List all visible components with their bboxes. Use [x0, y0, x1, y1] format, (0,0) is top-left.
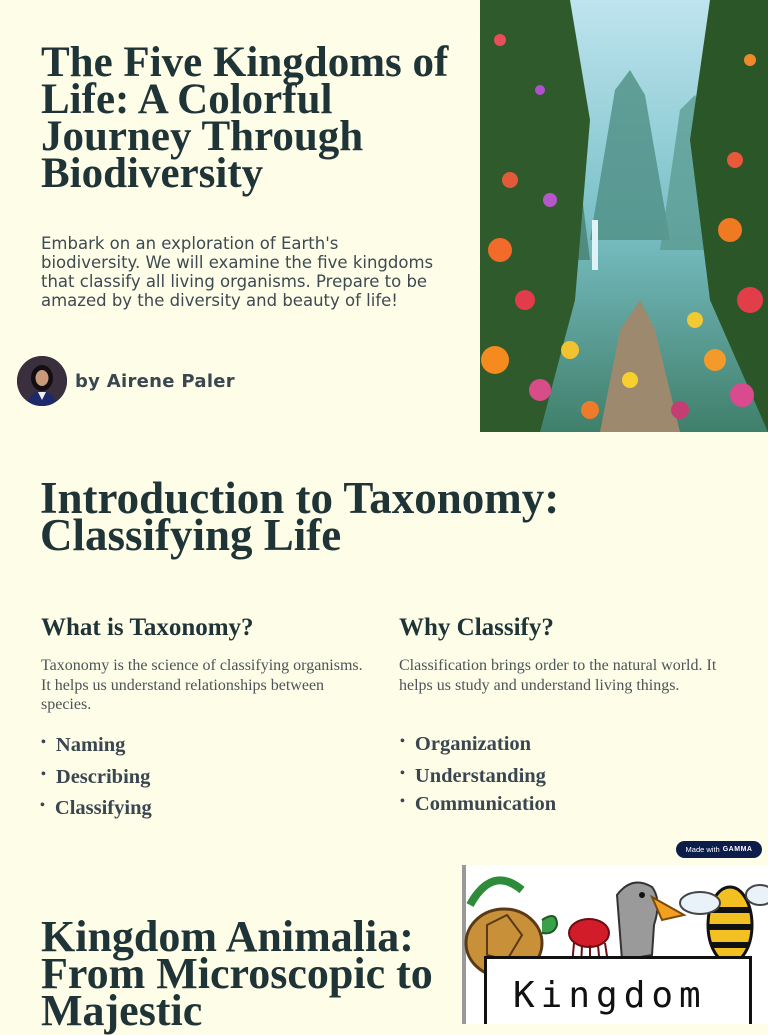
bullet-item: • Communication: [400, 793, 557, 815]
jungle-landscape-image: [480, 0, 768, 432]
made-with-gamma-badge[interactable]: Made with GAMMA: [676, 841, 762, 858]
what-is-taxonomy-heading: What is Taxonomy?: [41, 614, 254, 641]
author-name: by Airene Paler: [75, 370, 235, 392]
animalia-title: Kingdom Animalia: From Microscopic to Majestic: [41, 912, 433, 1035]
avatar: [17, 356, 67, 406]
bullet-item: • Classifying: [40, 797, 152, 819]
what-is-taxonomy-text: Taxonomy is the science of classifying organisms. It helps us understand relationships between species.: [41, 657, 363, 713]
bullet-item: • Naming: [41, 734, 126, 756]
hero-subtitle: Embark on an exploration of Earth's biodiversity. We will examine the five kingdoms that classify all living organisms. Prepare to be amazed by the diversity and beauty of life!: [41, 234, 434, 310]
taxonomy-title: Introduction to Taxonomy: Classifying Life: [40, 473, 560, 560]
kingdom-image-label: Kingdom: [484, 956, 752, 1024]
author-block: [17, 356, 235, 406]
bullet-item: • Describing: [41, 766, 151, 788]
hero-title: The Five Kingdoms of Life: A Colorful Journey Through Biodiversity: [41, 39, 449, 197]
kingdom-animals-drawing: [462, 865, 768, 1024]
why-classify-text: Classification brings order to the natural world. It helps us study and understand living things.: [399, 657, 717, 694]
bullet-item: • Organization: [400, 733, 532, 755]
bullet-item: • Understanding: [400, 765, 546, 787]
why-classify-heading: Why Classify?: [399, 614, 554, 641]
